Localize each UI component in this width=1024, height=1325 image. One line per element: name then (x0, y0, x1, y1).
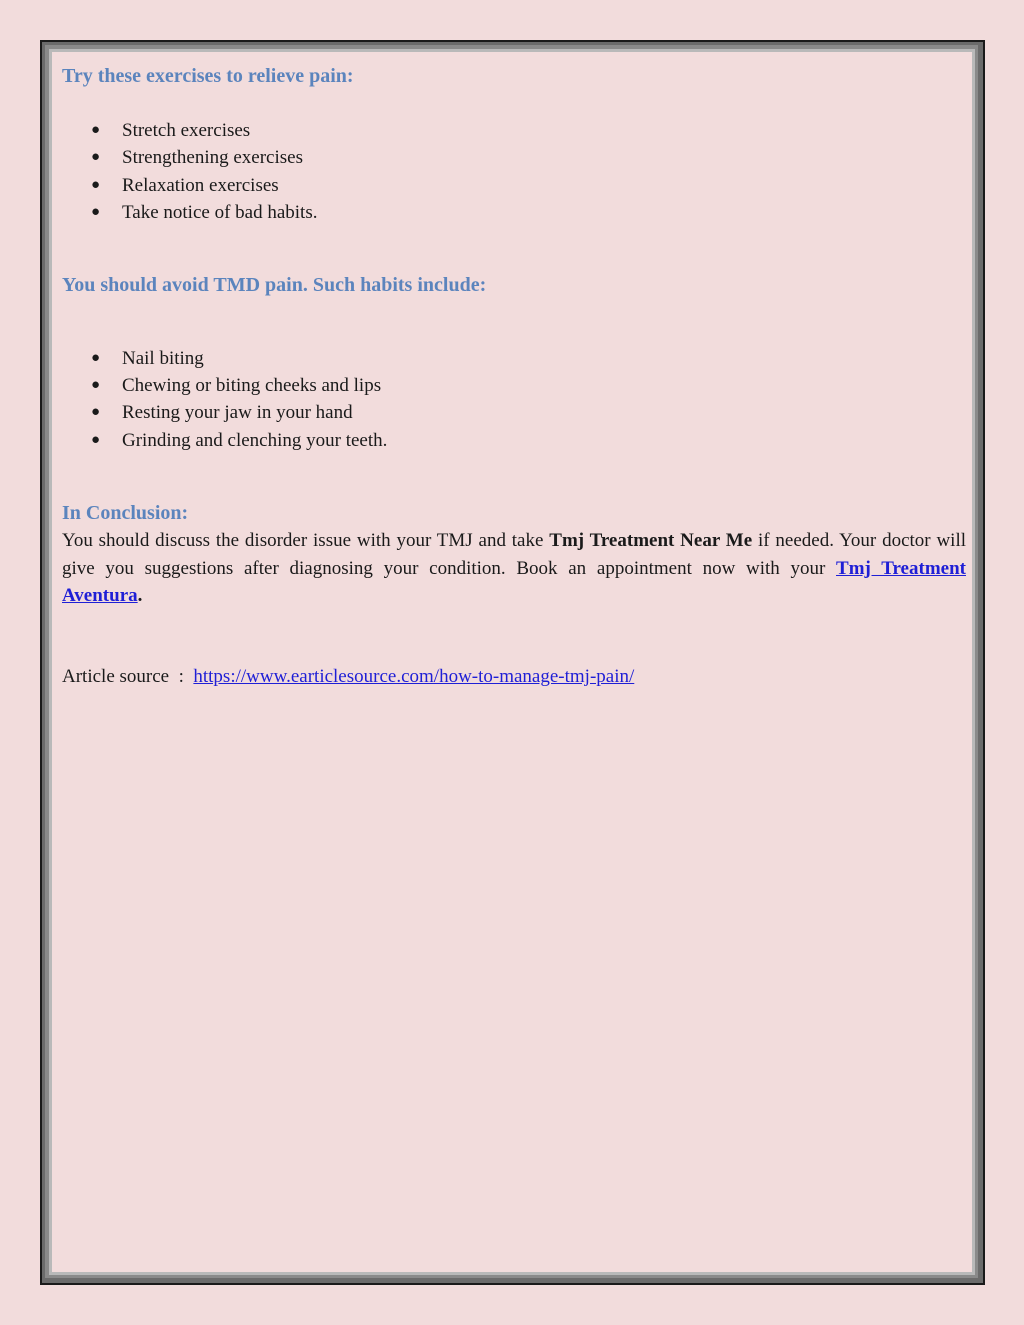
list-item (62, 172, 966, 199)
habits-heading: You should avoid TMD pain. Such habits include: (62, 273, 487, 296)
exercises-heading: Try these exercises to relieve pain: (62, 65, 354, 87)
exercises-list (62, 117, 966, 227)
page-border-inner (45, 45, 978, 1278)
list-item-text: Stretch exercises (122, 120, 251, 141)
list-item-text: Nail biting (122, 347, 204, 369)
conclusion-paragraph (62, 527, 966, 609)
article-source-label: Article source : (62, 666, 194, 688)
page-border (40, 40, 985, 1285)
list-item (62, 117, 966, 144)
bullet-icon: ● (91, 377, 101, 394)
list-item (62, 345, 966, 372)
tmj-treatment-aventura-link[interactable]: Tmj Treatment Aventura (62, 557, 966, 607)
list-item (62, 399, 966, 426)
list-item-text: Take notice of bad habits. (122, 202, 318, 224)
habits-list (62, 345, 966, 455)
document-content (62, 62, 966, 691)
page-border-highlight (49, 49, 975, 1275)
list-item-text: Relaxation exercises (122, 174, 279, 196)
conclusion-text-end: . (137, 585, 143, 607)
bullet-icon: ● (91, 149, 101, 166)
bullet-icon: ● (91, 349, 101, 366)
bullet-icon: ● (91, 122, 101, 138)
list-item (62, 199, 966, 226)
list-item (62, 144, 966, 171)
list-item (62, 372, 966, 399)
list-item (62, 427, 966, 454)
conclusion-heading: In Conclusion: (62, 502, 189, 525)
bullet-icon: ● (91, 431, 101, 448)
list-item-text: Chewing or biting cheeks and lips (122, 375, 382, 397)
list-item-text: Grinding and clenching your teeth. (122, 429, 388, 451)
bullet-icon: ● (91, 176, 101, 193)
list-item-text: Resting your jaw in your hand (122, 402, 353, 424)
article-source-line (62, 663, 966, 690)
bullet-icon: ● (91, 204, 101, 221)
bullet-icon: ● (91, 404, 101, 421)
article-source-link[interactable]: https://www.earticlesource.com/how-to-manage-tmj-pain/ (193, 666, 635, 688)
conclusion-text-middle: if needed. Your doctor will give you suggestions after diagnosing your condition. Book an appointment now with your (62, 530, 966, 579)
conclusion-text-start: You should discuss the disorder issue with your TMJ and take (62, 530, 550, 552)
tmj-treatment-near-me-term: Tmj Treatment Near Me (549, 530, 753, 552)
list-item-text: Strengthening exercises (122, 147, 303, 169)
document-page (52, 52, 972, 1272)
